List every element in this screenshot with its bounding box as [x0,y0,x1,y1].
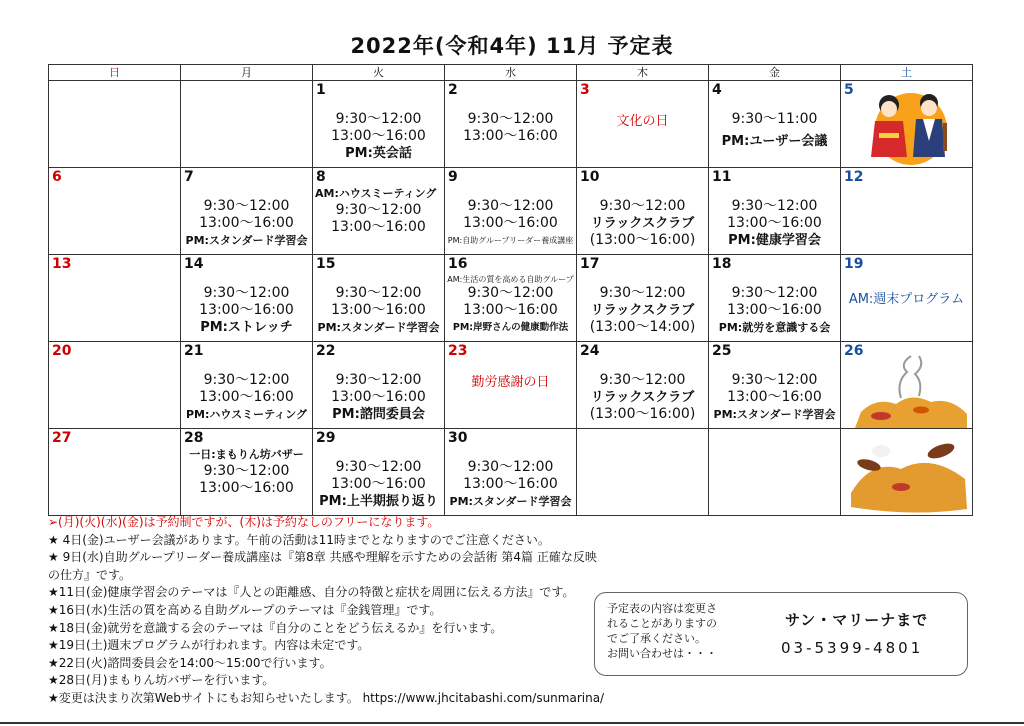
day-cell-12 [841,168,973,255]
contact-message-line: れることがありますの [607,617,717,630]
day-cell-2 [445,81,577,168]
day-cell-27 [49,429,181,516]
note-item: ★11日(金)健康学習会のテーマは『人との距離感、自分の特徴と症状を周囲に伝える方法』です。 [48,585,575,600]
day-cell-21 [181,342,313,429]
day-number: 14 [184,256,204,272]
am-time: 9:30〜11:00 [731,111,818,127]
pm-time: 13:00〜16:00 [199,215,294,231]
day-number: 15 [316,256,336,272]
am-program: AM:生活の質を高める自助グループ [447,275,574,284]
children-kimono-illustration [841,81,973,167]
day-cell-24 [577,342,709,429]
pm-time: 13:00〜16:00 [727,215,822,231]
pm-program: PM:諮問委員会 [332,407,425,422]
day-number: 6 [52,169,62,185]
weekday-mon: 月 [181,65,313,81]
pm-time: 13:00〜16:00 [727,389,822,405]
pm-program: PM:上半期振り返り [319,494,438,509]
autumn-leaves-illustration [841,342,973,428]
day-cell-23 [445,342,577,429]
pm-time: 13:00〜16:00 [331,302,426,318]
am-time: 9:30〜12:00 [203,285,290,301]
pm-time: 13:00〜16:00 [727,302,822,318]
am-time: 9:30〜12:00 [599,372,686,388]
day-number: 11 [712,169,732,185]
day-number: 21 [184,343,204,359]
am-time: 9:30〜12:00 [203,372,290,388]
day-cell-empty [181,81,313,168]
all-day-program: 一日:まもりん坊バザー [189,448,304,461]
day-number: 19 [844,256,864,272]
day-cell-13 [49,255,181,342]
day-number: 25 [712,343,732,359]
day-cell-29 [313,429,445,516]
page-title: 2022年(令和4年) 11月 予定表 [350,34,674,58]
am-time: 9:30〜12:00 [599,285,686,301]
weekday-thu: 木 [577,65,709,81]
pm-program: PM:ハウスミーティング [186,408,307,421]
pm-time: 13:00〜16:00 [331,128,426,144]
day-cell-3 [577,81,709,168]
contact-name: サン・マリーナまで [785,611,929,629]
day-number: 9 [448,169,458,185]
am-time: 9:30〜12:00 [731,285,818,301]
pm-program: PM:スタンダード学習会 [317,321,440,334]
day-number: 22 [316,343,336,359]
day-number: 24 [580,343,600,359]
day-cell-19 [841,255,973,342]
weekday-sun: 日 [49,65,181,81]
pm-time: (13:00〜16:00) [589,406,696,422]
day-cell-26 [841,342,973,429]
am-time: 9:30〜12:00 [731,198,818,214]
day-number: 17 [580,256,600,272]
note-item: ★16日(水)生活の質を高める自助グループのテーマは『金銭管理』です。 [48,602,442,617]
am-time: 9:30〜12:00 [203,198,290,214]
day-number: 20 [52,343,72,359]
contact-message-line: お問い合わせは・・・ [607,647,717,660]
day-number: 18 [712,256,732,272]
note-item: ➢(月)(火)(水)(金)は予約制ですが、(木)は予約なしのフリーになります。 [48,515,440,529]
am-time: 9:30〜12:00 [335,202,422,218]
day-cell-28 [181,429,313,516]
am-time: 9:30〜12:00 [599,198,686,214]
pm-program: PM:岸野さんの健康動作法 [452,322,569,333]
roasted-potato-illustration [841,429,973,515]
day-number: 27 [52,430,72,446]
day-number: 7 [184,169,194,185]
note-item: ★19日(土)週末プログラムが行われます。内容は未定です。 [48,638,370,653]
bottom-divider [0,722,1024,724]
day-cell-18 [709,255,841,342]
pm-program: PM:ユーザー会議 [721,134,828,149]
pm-program: PM:ストレッチ [200,320,293,335]
weekday-fri: 金 [709,65,841,81]
pm-program: PM:健康学習会 [728,233,821,248]
weekday-tue: 火 [313,65,445,81]
am-time: 9:30〜12:00 [467,459,554,475]
contact-message [607,601,777,661]
day-number: 26 [844,343,864,359]
day-number: 29 [316,430,336,446]
week-row-1 [49,81,973,168]
week-row-2 [49,168,973,255]
day-number: 3 [580,82,590,98]
contact-box [594,592,968,676]
day-cell-11 [709,168,841,255]
day-number: 2 [448,82,458,98]
pm-time: 13:00〜16:00 [199,480,294,496]
day-cell-15 [313,255,445,342]
pm-time: 13:00〜16:00 [463,215,558,231]
day-cell-empty [709,429,841,516]
holiday-label: 文化の日 [616,114,669,129]
day-cell-4 [709,81,841,168]
am-time: 9:30〜12:00 [203,463,290,479]
day-cell-empty [49,81,181,168]
notes-list [48,514,608,708]
day-cell-30 [445,429,577,516]
day-cell-16 [445,255,577,342]
pm-time: 13:00〜16:00 [331,389,426,405]
day-number: 28 [184,430,204,446]
day-cell-1 [313,81,445,168]
holiday-label: 勤労感謝の日 [471,375,550,390]
day-cell-25 [709,342,841,429]
day-number: 23 [448,343,468,359]
day-number: 4 [712,82,722,98]
contact-phone: 03-5399-4801 [781,639,924,657]
pm-program: リラックスクラブ [590,216,695,231]
day-cell-empty [841,429,973,516]
weekday-wed: 水 [445,65,577,81]
pm-time: 13:00〜16:00 [199,389,294,405]
am-time: 9:30〜12:00 [731,372,818,388]
am-time: 9:30〜12:00 [335,372,422,388]
day-cell-6 [49,168,181,255]
note-item: ★変更は決まり次第Webサイトにもお知らせいたします。 https://www.jhcitabashi.com/sunmarina/ [48,690,605,705]
pm-program: リラックスクラブ [590,390,695,405]
day-number: 30 [448,430,468,446]
am-program: AM:ハウスミーティング [315,187,437,200]
contact-message-line: でご了承ください。 [607,632,706,645]
note-item: ★18日(金)就労を意識する会のテーマは『自分のことをどう伝えるか』を行います。 [48,620,503,635]
note-item: ★ 4日(金)ユーザー会議があります。午前の活動は11時までとなりますのでご注意ください。 [48,532,550,547]
weekday-header-row [49,65,973,81]
day-cell-empty [577,429,709,516]
pm-program: PM:英会話 [345,146,412,161]
day-number: 13 [52,256,72,272]
pm-program: PM:スタンダード学習会 [449,495,572,508]
calendar-table [48,64,973,516]
day-cell-20 [49,342,181,429]
am-time: 9:30〜12:00 [335,111,422,127]
day-number: 5 [844,82,854,98]
pm-time: 13:00〜16:00 [199,302,294,318]
pm-time: 13:00〜16:00 [463,302,558,318]
day-cell-14 [181,255,313,342]
day-cell-5 [841,81,973,168]
day-number: 16 [448,256,468,272]
pm-time: 13:00〜16:00 [463,476,558,492]
pm-program: PM:就労を意識する会 [718,321,831,334]
day-number: 12 [844,169,864,185]
day-number: 10 [580,169,600,185]
day-cell-22 [313,342,445,429]
note-item: ★28日(月)まもりん坊バザーを行います。 [48,673,275,688]
day-cell-9 [445,168,577,255]
week-row-5 [49,429,973,516]
week-row-4 [49,342,973,429]
day-cell-7 [181,168,313,255]
weekday-sat: 土 [841,65,973,81]
am-time: 9:30〜12:00 [335,285,422,301]
week-row-3 [49,255,973,342]
day-cell-17 [577,255,709,342]
am-time: 9:30〜12:00 [335,459,422,475]
day-cell-10 [577,168,709,255]
pm-program: PM:スタンダード学習会 [713,408,836,421]
note-item: ★ 9日(水)自助グループリーダー養成講座は『第8章 共感や理解を示すための会話術 第4篇 正確な反映の仕方』です。 [48,550,597,582]
day-cell-8 [313,168,445,255]
weekend-program: AM:週末プログラム [848,292,965,307]
am-time: 9:30〜12:00 [467,111,554,127]
pm-time: 13:00〜16:00 [331,219,426,235]
pm-time: 13:00〜16:00 [331,476,426,492]
am-time: 9:30〜12:00 [467,198,554,214]
note-item: ★22日(火)諮問委員会を14:00〜15:00で行います。 [48,655,332,670]
pm-program: PM:自助グループリーダー養成講座 [447,236,574,245]
day-number: 1 [316,82,326,98]
pm-time: (13:00〜16:00) [589,232,696,248]
day-number: 8 [316,169,326,185]
pm-time: (13:00〜14:00) [589,319,696,335]
pm-time: 13:00〜16:00 [463,128,558,144]
am-time: 9:30〜12:00 [467,285,554,301]
pm-program: PM:スタンダード学習会 [185,234,308,247]
contact-message-line: 予定表の内容は変更さ [607,602,717,615]
pm-program: リラックスクラブ [590,303,695,318]
